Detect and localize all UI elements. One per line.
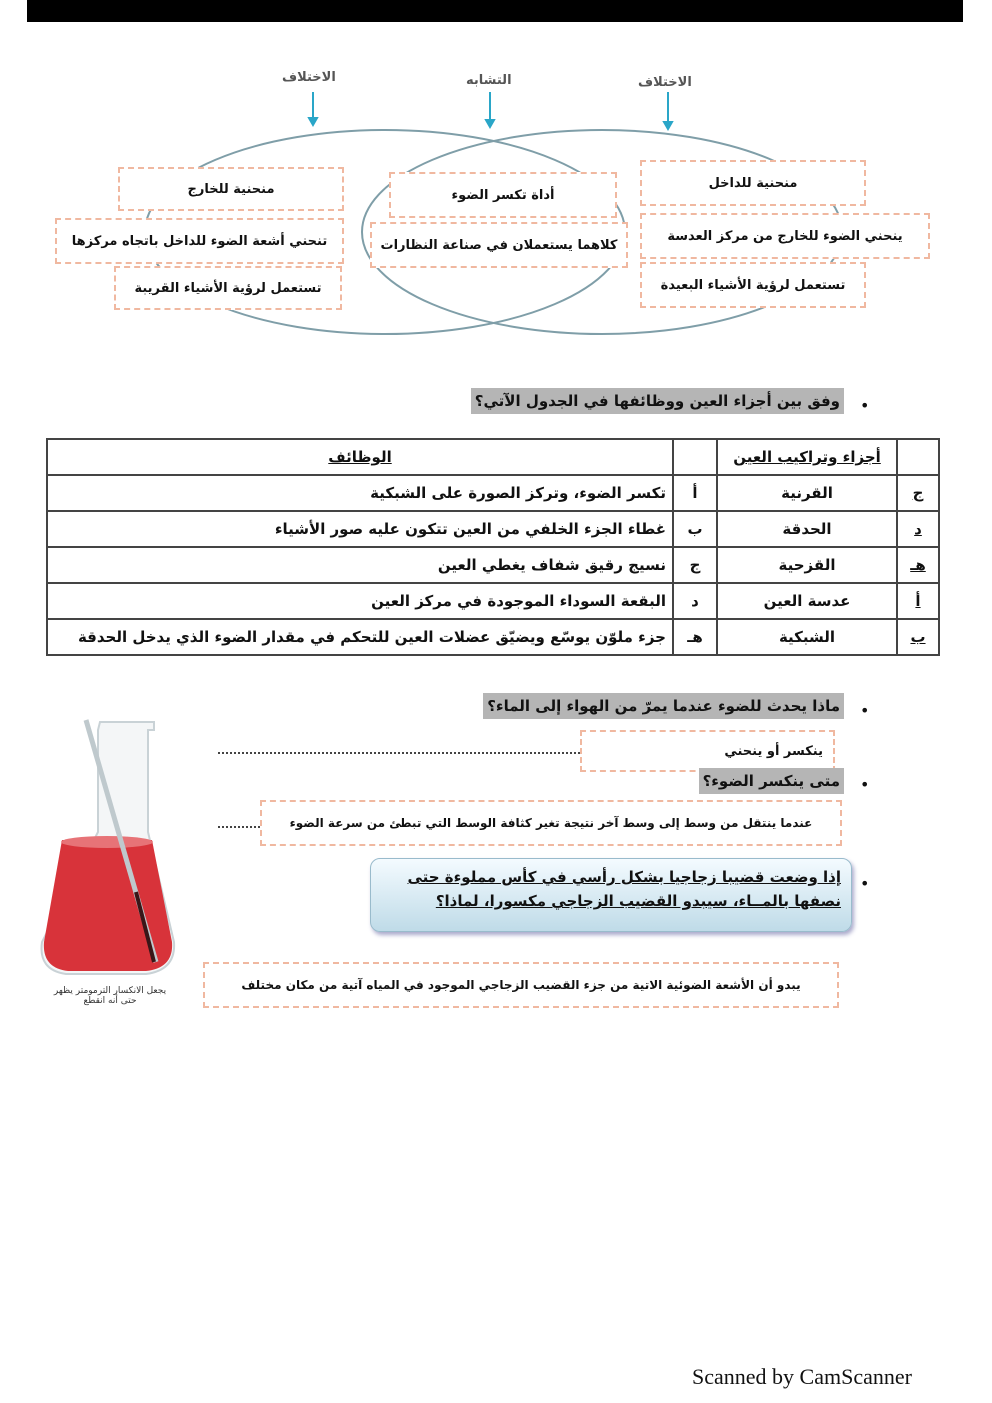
q1-question-text: ماذا يحدث للضوء عندما يمرّ من الهواء إلى الماء؟ (483, 693, 844, 719)
letter-cell: د (673, 583, 717, 619)
functions-header: الوظائف (47, 439, 673, 475)
q1-answer-box[interactable]: ينكسر أو ينحني (580, 730, 835, 772)
table-row (47, 475, 939, 511)
answer-cell[interactable]: د (897, 511, 939, 547)
answer-dotted-line (218, 752, 580, 754)
letter-cell: أ (673, 475, 717, 511)
venn-right-box: تستعمل لرؤية الأشياء البعيدة (640, 262, 866, 308)
q3-answer-box[interactable]: يبدو أن الأشعة الضوئية الاتية من جزء القضيب الزجاجي الموجود في المياه آتية من مكان مختلف (203, 962, 839, 1008)
q2-question-text: متى ينكسر الضوء؟ (699, 768, 844, 794)
q3-question-callout: إذا وضعت قضيبا زجاجيا بشكل رأسي في كأس مملوءة حتى نصفها بالمــاء، سيبدو القضيب الزجاجي مكسورا، لماذا؟ (370, 858, 852, 932)
part-cell: القزحية (717, 547, 897, 583)
bullet: • (860, 874, 870, 893)
letter-header-cell (673, 439, 717, 475)
q2-question (699, 772, 844, 790)
table-row (47, 619, 939, 655)
camscanner-footer: Scanned by CamScanner (692, 1364, 912, 1389)
eye-parts-table (46, 438, 940, 656)
venn-label-difference-right: الاختلاف (638, 75, 692, 90)
letter-cell: ب (673, 511, 717, 547)
letter-cell: هـ (673, 619, 717, 655)
answer-cell[interactable]: ج (897, 475, 939, 511)
venn-label-similarity: التشابه (466, 73, 512, 88)
part-cell: الحدقة (717, 511, 897, 547)
answer-dotted-line (218, 826, 260, 828)
venn-right-box: ينحني الضوء للخارج من مركز العدسة (640, 213, 930, 259)
bullet: • (860, 775, 870, 794)
venn-middle-box: أداة تكسر الضوء (389, 172, 617, 218)
table-row (47, 547, 939, 583)
answer-cell[interactable]: أ (897, 583, 939, 619)
function-cell: تكسر الضوء، وتركز الصورة على الشبكية (47, 475, 673, 511)
letter-cell: ج (673, 547, 717, 583)
matching-question-text: وفق بين أجزاء العين ووظائفها في الجدول الآتي؟ (471, 388, 844, 414)
venn-label-difference-left: الاختلاف (282, 70, 336, 85)
answer-cell[interactable]: ب (897, 619, 939, 655)
part-cell: عدسة العين (717, 583, 897, 619)
bullet: • (860, 701, 870, 720)
function-cell: نسيج رقيق شفاف يغطي العين (47, 547, 673, 583)
table-header-row (47, 439, 939, 475)
table-row (47, 583, 939, 619)
venn-right-box: منحنية للداخل (640, 160, 866, 206)
function-cell: جزء ملوّن يوسّع ويضيّق عضلات العين للتحكم في مقدار الضوء الذي يدخل الحدقة (47, 619, 673, 655)
venn-left-box: منحنية للخارج (118, 167, 344, 211)
part-cell: الشبكية (717, 619, 897, 655)
parts-header: أجزاء وتراكيب العين (717, 439, 897, 475)
function-cell: البقعة السوداء الموجودة في مركز العين (47, 583, 673, 619)
venn-middle-box: كلاهما يستعملان في صناعة النظارات (370, 222, 628, 268)
q1-question (483, 697, 844, 715)
answer-header-cell (897, 439, 939, 475)
function-cell: غطاء الجزء الخلفي من العين تتكون عليه صور الأشياء (47, 511, 673, 547)
venn-left-box: تنحني أشعة الضوء للداخل باتجاه مركزها (55, 218, 344, 264)
image-caption: يجعل الانكسار الترمومتر يظهر حتى أنه انقطع (53, 986, 167, 1006)
table-row (47, 511, 939, 547)
matching-question (471, 392, 844, 410)
answer-cell[interactable]: هـ (897, 547, 939, 583)
q2-answer-box[interactable]: عندما ينتقل من وسط إلى وسط آخر نتيجة تغير كثافة الوسط التي تبطئ من سرعة الضوء (260, 800, 842, 846)
part-cell: القرنية (717, 475, 897, 511)
venn-left-box: تستعمل لرؤية الأشياء القريبة (114, 266, 342, 310)
flask-image (36, 712, 178, 982)
bullet: • (860, 396, 870, 415)
